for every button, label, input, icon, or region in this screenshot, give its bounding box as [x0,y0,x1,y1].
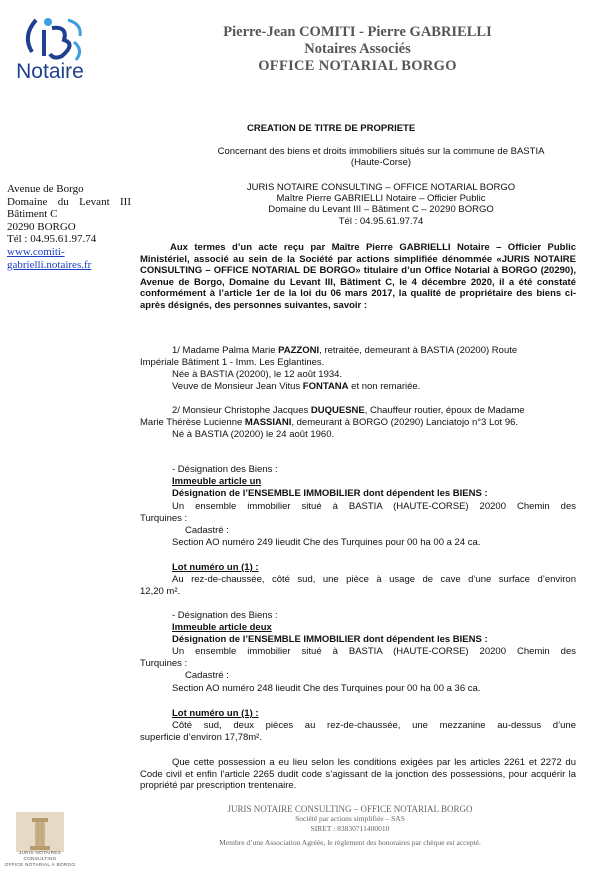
office-block-line: Domaine du Levant III – Bâtiment C – 20290 BORGO [268,204,494,216]
lot-description: Au rez-de-chaussée, côté sud, une pièce à usage de cave d’une surface d’environ [172,574,576,585]
closing-paragraph: Que cette possession a eu lieu selon les conditions exigées par les articles 2261 et 2272 du Code civil et enfin l’article 2265 dudit code s’agissant de la jonction des possessions, pour acquérir la propriété par prescription trentenaire. [140,757,576,792]
office-block [170,182,592,227]
juris-logo-text [2,851,78,869]
lot-description: Côté sud, deux pièces au rez-de-chaussée, une mezzanine au-dessus d’une [172,720,576,731]
document-title: CREATION DE TITRE DE PROPRIETE [247,123,416,134]
person-1-address: Impériale Bâtiment 1 - Imm. Les Eglantines. [140,357,325,368]
address-phone: Tél : 04.95.61.97.74 [7,233,97,246]
lot-heading: Lot numéro un (1) : [172,562,259,573]
notaries-names: Pierre-Jean COMITI - Pierre GABRIELLI [223,24,492,40]
cadastre-label: Cadastré : [185,525,229,536]
lot-heading: Lot numéro un (1) : [172,708,259,719]
cadastre-section: Section AO numéro 249 lieudit Che des Turquines pour 00 ha 00 a 24 ca. [172,537,481,548]
designation-heading: Désignation de l’ENSEMBLE IMMOBILIER dont dépendent les BIENS : [172,488,488,499]
cadastre-label: Cadastré : [185,670,229,681]
address-line: 20290 BORGO [7,220,76,233]
concern-line: (Haute-Corse) [350,157,412,168]
footer-association: Membre d’une Association Agréée, le règlement des honoraires par chèque est accepté. [219,838,481,847]
logo-wordmark: Notaire [16,60,84,83]
office-block-line: JURIS NOTAIRE CONSULTING – OFFICE NOTARIAL BORGO [246,182,516,193]
letterhead [150,24,565,75]
article-heading: Immeuble article un [172,476,262,487]
address-line: Avenue de Borgo [7,183,84,195]
person-1-line: 1/ Madame Palma Marie PAZZONI, retraitée, demeurant à BASTIA (20200) Route [172,345,518,356]
concern-line: Concernant des biens et droits immobiliers situés sur la commune de BASTIA [217,146,545,157]
office-block-line: Tél : 04.95.61.97.74 [338,215,424,227]
cadastre-section: Section AO numéro 248 lieudit Che des Turquines pour 00 ha 00 a 36 ca. [172,683,481,694]
website-link-continued[interactable]: gabrielli.notaires.fr [7,258,92,271]
lot-description: 12,20 m². [140,586,181,597]
notaries-subtitle: Notaires Associés [304,41,411,57]
intro-paragraph: Aux termes d’un acte reçu par Maître Pierre GABRIELLI Notaire – Officier Public Ministériel, associé au sein de la Société par actions simplifiée dénommée «JURIS NOTAIRE CONSULTING – OFFICE NOTARIAL DE BORGO» titulaire d’un Office Notarial à BORGO (20290), Avenue de Borgo, Domaine du Levant III, Bâtiment C, le 4 décembre 2020, il a été constaté conformément à l’article 1er de la loi du 06 mars 2017, la qualité de propriétaire des biens ci-après désignés, des personnes suivantes, savoir : [140,242,576,311]
address-line: Bâtiment C [7,208,58,221]
office-block-line: Maître Pierre GABRIELLI Notaire – Officier Public [276,193,486,205]
designation-text: Un ensemble immobilier situé à BASTIA (HAUTE-CORSE) 20200 Chemin des [172,646,576,657]
designation-label: - Désignation des Biens : [172,610,278,621]
footer-legal-form: Société par actions simplifiée – SAS [295,814,405,823]
person-1-status: Veuve de Monsieur Jean Vitus FONTANA et non remariée. [172,381,421,392]
office-address [7,183,131,271]
designation-label: - Désignation des Biens : [172,464,278,475]
lot-description: superficie d’environ 17,78m². [140,732,262,743]
designation-heading: Désignation de l’ENSEMBLE IMMOBILIER dont dépendent les BIENS : [172,634,488,645]
footer-siret: SIRET : 83830711400010 [310,824,390,833]
office-name: OFFICE NOTARIAL BORGO [258,58,457,74]
juris-logo-line: JURIS NOTAIRES CONSULTING [18,851,62,862]
designation-text: Turquines : [140,658,188,669]
address-line: Domaine du Levant III [7,195,131,208]
designation-text: Turquines : [140,513,188,524]
footer [150,804,550,848]
person-2-line: 2/ Monsieur Christophe Jacques DUQUESNE, Chauffeur routier, époux de Madame [172,405,525,416]
person-2-birth: Né à BASTIA (20200) le 24 août 1960. [172,429,335,440]
article-heading: Immeuble article deux [172,622,272,633]
footer-company: JURIS NOTAIRE CONSULTING – OFFICE NOTARIAL BORGO [227,804,473,814]
juris-logo-line: OFFICE NOTARIAL À BORGO [4,863,76,868]
person-1-birth: Née à BASTIA (20200), le 12 août 1934. [172,369,343,380]
concern-statement [170,146,592,168]
person-2-spouse: Marie Thérèse Lucienne MASSIANI, demeurant à BORGO (20290) Lanciatojo n°3 Lot 96. [140,417,519,428]
designation-text: Un ensemble immobilier situé à BASTIA (HAUTE-CORSE) 20200 Chemin des [172,501,576,512]
website-link[interactable]: www.comiti- [7,245,65,258]
